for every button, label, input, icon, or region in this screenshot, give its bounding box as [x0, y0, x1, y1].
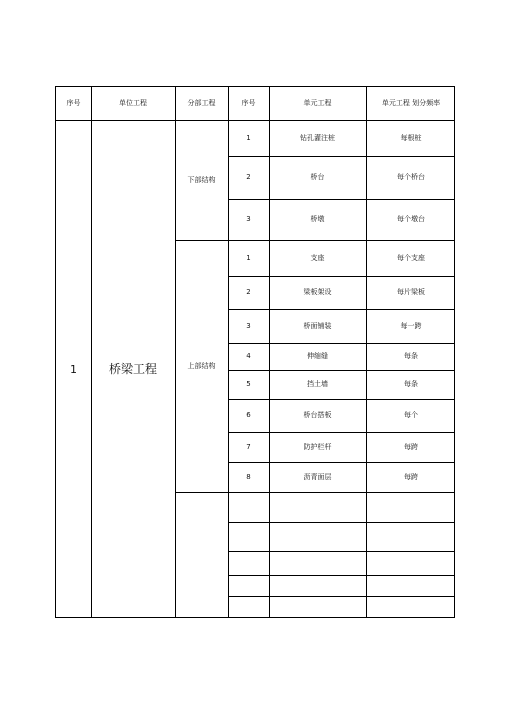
- row-item: 桥墩: [310, 215, 325, 223]
- row-item: 桥面铺装: [303, 321, 332, 330]
- row-item: 钻孔灌注桩: [300, 133, 335, 142]
- row-item: 梁板架设: [303, 288, 332, 296]
- row-seq: 4: [246, 352, 251, 360]
- row-divider: [228, 522, 454, 523]
- col-divider: [175, 87, 176, 617]
- row-seq: 1: [246, 253, 251, 262]
- row-seq: 6: [246, 411, 251, 419]
- group-name: 上部结构: [187, 361, 216, 370]
- row-frequency: 每一跨: [400, 321, 422, 330]
- header-seq: 序号: [66, 99, 81, 107]
- row-seq: 7: [246, 442, 251, 451]
- unit-seq: 1: [70, 362, 77, 376]
- header-element-project: 单元工程: [303, 99, 332, 107]
- row-frequency: 每片梁板: [397, 288, 425, 296]
- row-item: 挡土墙: [307, 380, 328, 388]
- row-frequency: 每条: [404, 352, 418, 360]
- row-frequency: 每跨: [404, 472, 418, 481]
- group-divider: [175, 492, 454, 493]
- row-frequency: 每个桥台: [397, 173, 425, 181]
- row-item: 桥台搭板: [303, 411, 332, 419]
- header-sub-seq: 序号: [241, 99, 256, 107]
- row-seq: 2: [246, 288, 251, 296]
- row-seq: 8: [246, 472, 251, 481]
- row-item: 伸缩缝: [307, 352, 328, 360]
- row-item: 防护栏杆: [303, 442, 332, 451]
- row-item: 支座: [310, 253, 325, 262]
- row-divider: [228, 551, 454, 552]
- row-frequency: 每条: [404, 380, 418, 388]
- row-seq: 5: [246, 380, 251, 388]
- group-name: 下部结构: [187, 175, 216, 184]
- row-divider: [228, 575, 454, 576]
- row-seq: 1: [246, 133, 251, 142]
- header-division-project: 分部工程: [187, 99, 216, 107]
- row-seq: 2: [246, 173, 251, 181]
- row-item: 桥台: [310, 173, 325, 181]
- division-table: [55, 86, 455, 618]
- row-frequency: 每个墩台: [397, 215, 425, 223]
- unit-name: 桥梁工程: [108, 362, 157, 376]
- header-division-frequency: 单元工程 划分频率: [381, 99, 441, 107]
- row-divider: [228, 596, 454, 597]
- row-seq: 3: [246, 215, 251, 223]
- row-frequency: 每跨: [404, 442, 418, 451]
- row-frequency: 每个: [404, 411, 418, 419]
- row-frequency: 每个支座: [397, 253, 425, 262]
- row-frequency: 每根桩: [400, 133, 422, 142]
- row-seq: 3: [246, 321, 251, 330]
- row-item: 沥青面层: [303, 472, 332, 481]
- header-unit-project: 单位工程: [119, 99, 147, 107]
